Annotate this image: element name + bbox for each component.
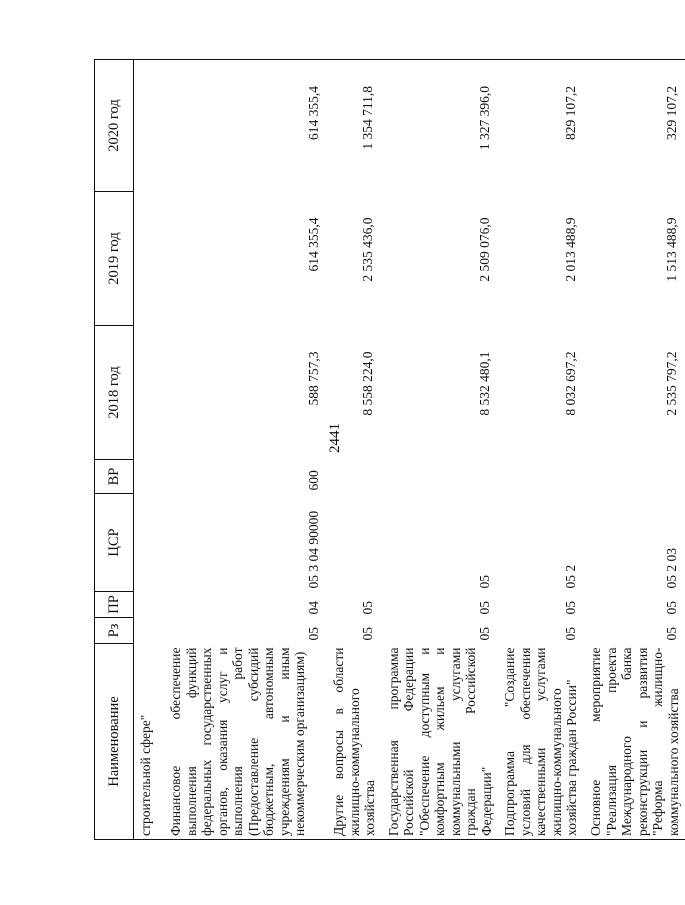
row-name: Государственная программа Российской Федерации "Обеспечение доступным и комфортным жильем и коммунальными услугами граждан Российской Федерации" xyxy=(382,644,499,840)
row-2018: 8 032 697,2 xyxy=(562,351,578,416)
row-2020: 1 327 396,0 xyxy=(382,60,499,192)
row-name: Подпрограмма "Создание условий для обеспечения качественными услугами жилищно-коммунального хозяйства граждан России" xyxy=(498,644,584,840)
row-pr: 05 xyxy=(562,601,578,615)
row-csr: 05 2 xyxy=(562,564,578,589)
table-row xyxy=(584,60,685,840)
row-pr: 05 xyxy=(476,601,492,615)
row-2019: 614 355,4 xyxy=(305,217,321,272)
row-vr xyxy=(498,460,584,494)
row-2018: 588 757,3 xyxy=(305,351,321,406)
page-number: 2441 xyxy=(327,423,343,453)
budget-table-rotated xyxy=(94,60,681,840)
header-pr: ПР xyxy=(95,592,134,618)
row-pr: 04 xyxy=(305,601,321,615)
row-csr: 05 xyxy=(476,575,492,589)
header-2020: 2020 год xyxy=(95,60,134,192)
row-name: Другие вопросы в области жилищно-коммунального хозяйства xyxy=(327,644,382,840)
row-name: Основное мероприятие "Реализация проекта Международного банка реконструкции и развития "Реформа жилищно-коммунального хозяйства xyxy=(584,644,685,840)
row-vr: 600 xyxy=(305,470,321,491)
table-row xyxy=(327,60,382,840)
header-2019: 2019 год xyxy=(95,192,134,326)
table-row xyxy=(134,60,165,840)
row-csr xyxy=(327,494,382,592)
row-2020: 1 354 711,8 xyxy=(327,60,382,192)
row-rz: 05 xyxy=(476,627,492,641)
table-row xyxy=(498,60,584,840)
row-vr xyxy=(327,460,382,494)
row-pr: 05 xyxy=(360,601,375,615)
row-rz: 05 xyxy=(305,627,321,641)
row-2019: 2 013 488,9 xyxy=(562,217,578,282)
header-name: Наименование xyxy=(95,644,134,840)
row-rz: 05 xyxy=(360,627,375,641)
row-name: строительной сфере" xyxy=(134,644,165,840)
header-2018: 2018 год xyxy=(95,326,134,460)
table-row xyxy=(164,60,327,840)
table-header-row xyxy=(95,60,134,840)
row-rz: 05 xyxy=(562,627,578,641)
header-vr: ВР xyxy=(95,460,134,494)
row-name: Финансовое обеспечение выполнения функций федеральных государственных органов, оказания услуг и выполнения работ (Предоставление субсидий бюджетным, автономным учреждениям и иным некоммерческим организациям) xyxy=(164,644,327,840)
row-rz: 05 xyxy=(663,627,679,641)
row-vr xyxy=(382,460,499,494)
row-csr: 05 3 04 90000 xyxy=(305,510,321,589)
row-2020: 614 355,4 xyxy=(164,60,327,192)
row-2019: 2 535 436,0 xyxy=(360,217,375,282)
row-csr: 05 2 03 xyxy=(663,548,679,589)
header-rz: Рз xyxy=(95,618,134,644)
row-2018: 8 558 224,0 xyxy=(360,351,375,416)
header-csr: ЦСР xyxy=(95,494,134,592)
row-2019: 1 513 488,9 xyxy=(663,217,679,282)
row-2019: 2 509 076,0 xyxy=(476,217,492,282)
row-2018: 8 532 480,1 xyxy=(476,351,492,416)
row-2020: 329 107,2 xyxy=(584,60,685,192)
row-2018: 2 535 797,2 xyxy=(663,351,679,416)
budget-table xyxy=(94,59,685,840)
row-2020: 829 107,2 xyxy=(498,60,584,192)
table-row xyxy=(382,60,499,840)
row-pr: 05 xyxy=(663,601,679,615)
row-vr xyxy=(584,460,685,494)
